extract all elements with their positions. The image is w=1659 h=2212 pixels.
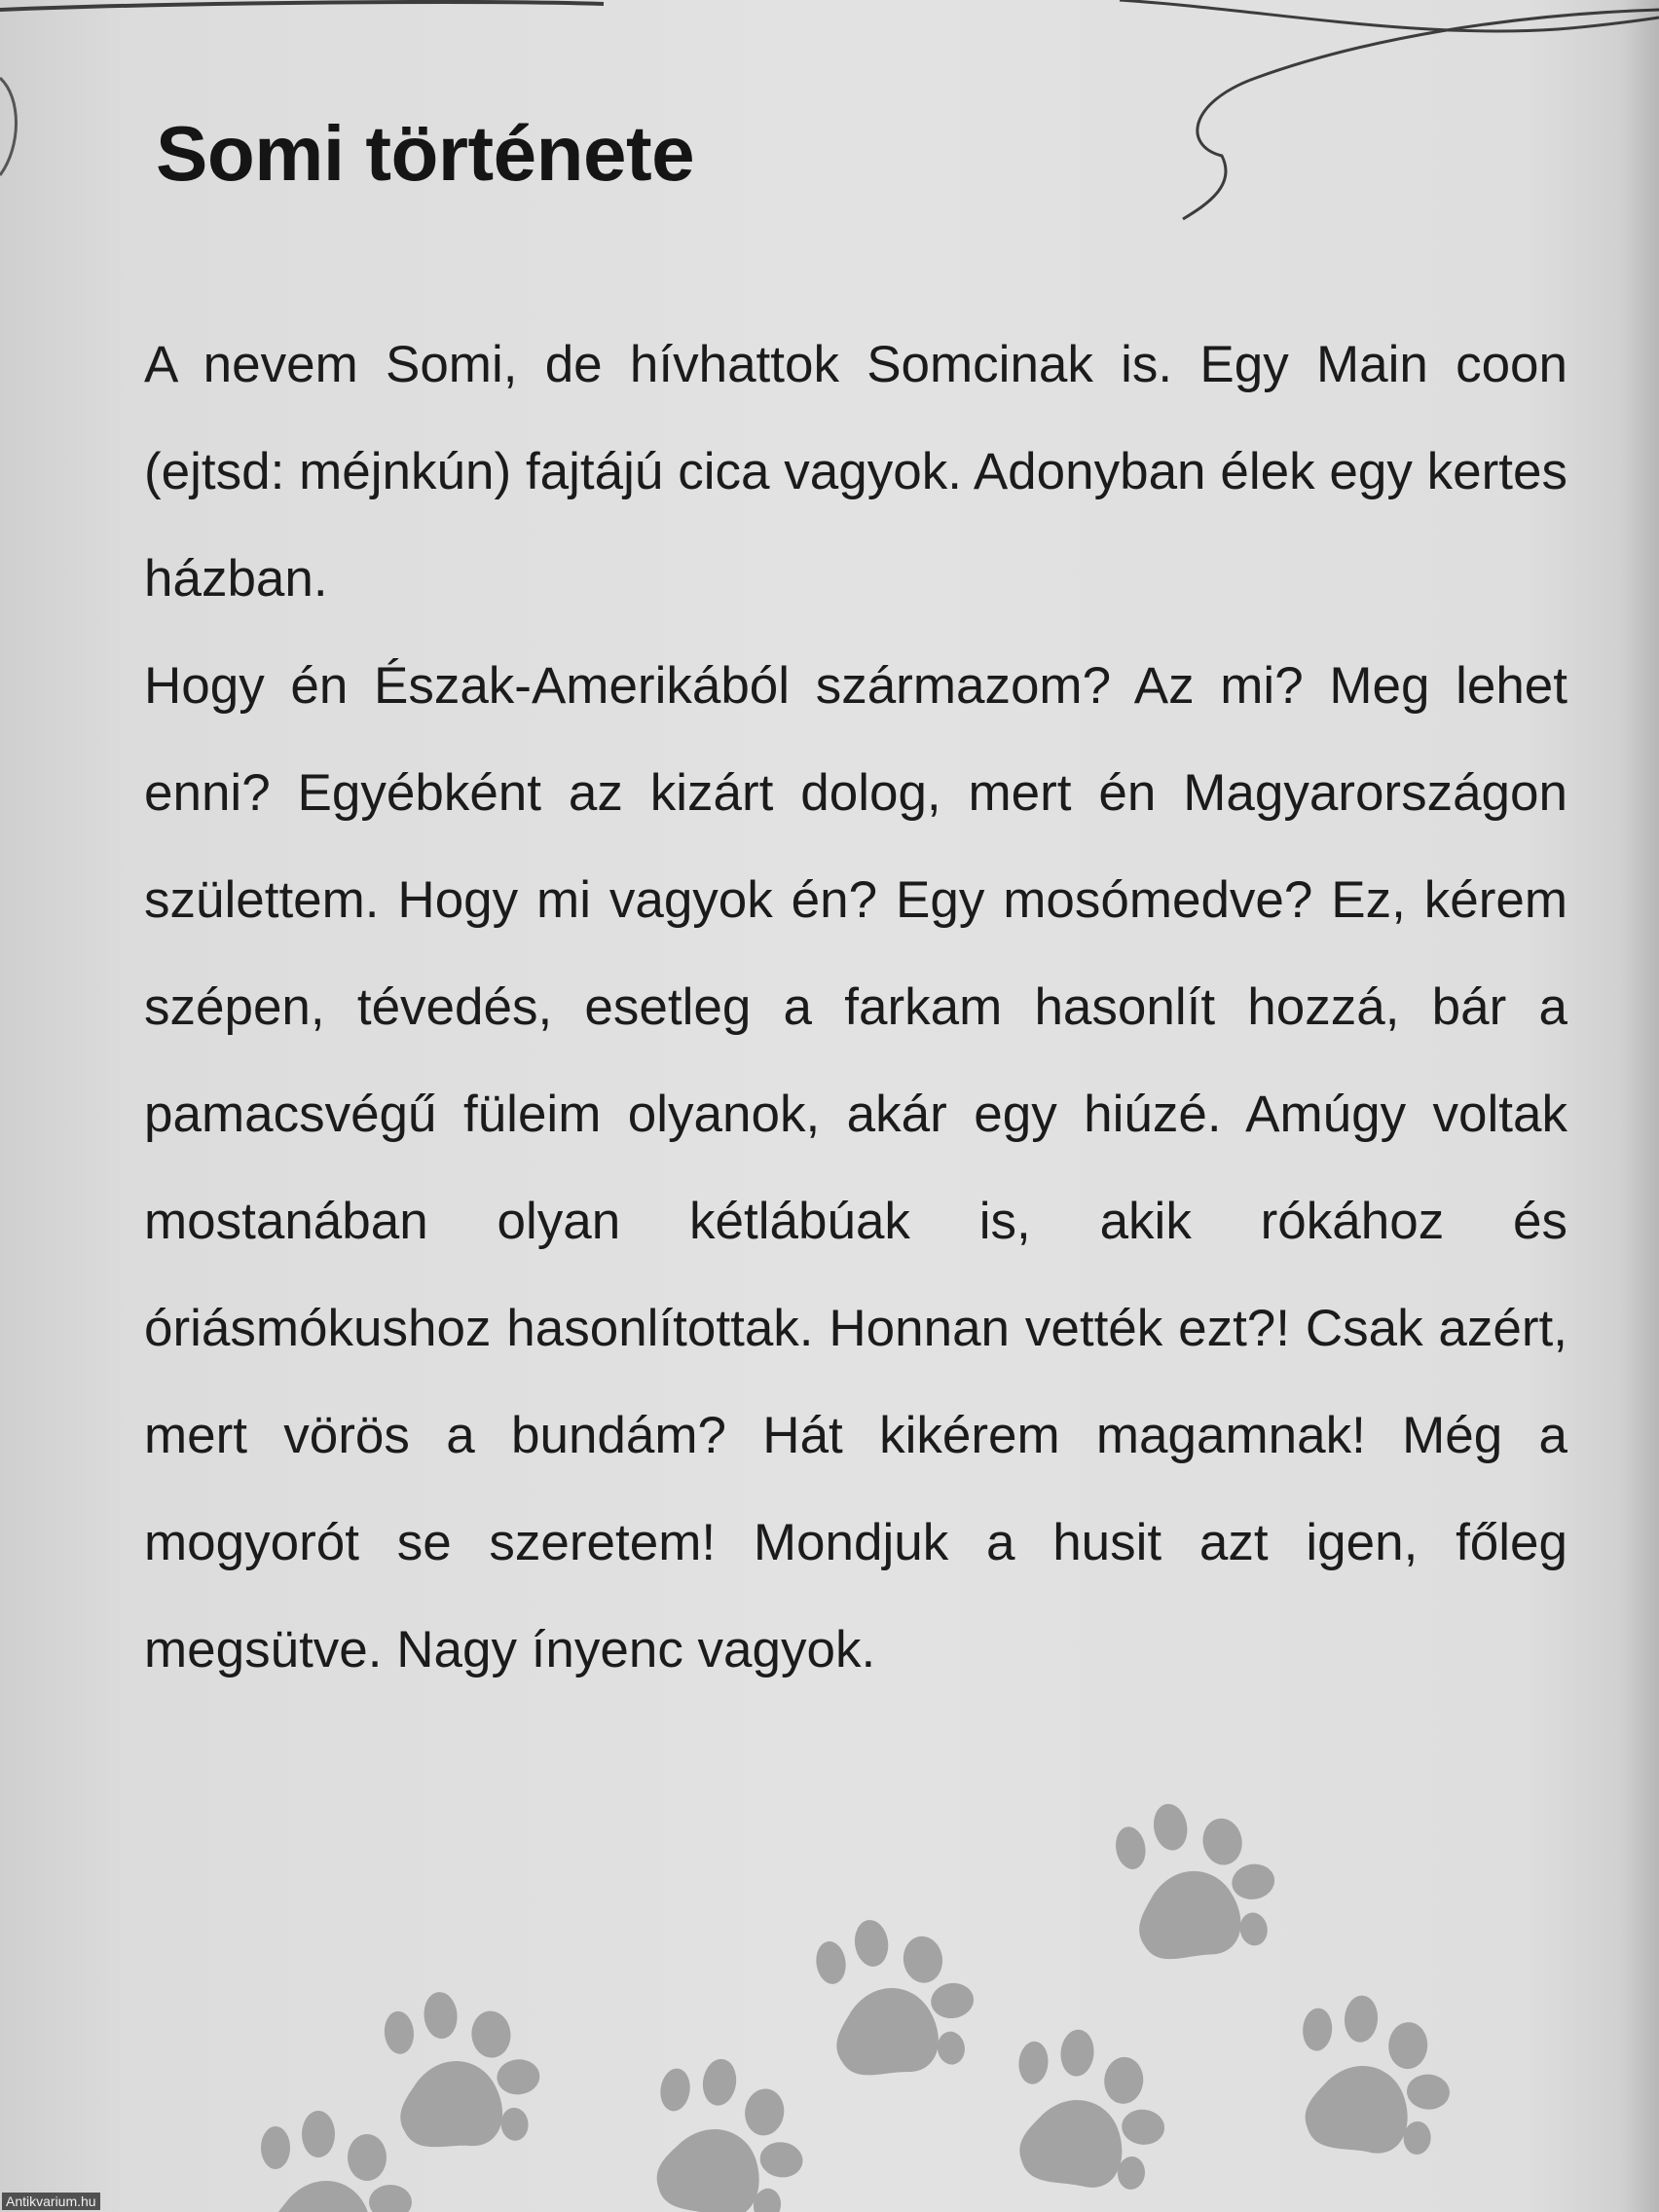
paw-print-icon [811, 1907, 982, 2083]
page-title: Somi története [156, 110, 695, 197]
paw-print-icon [1009, 2025, 1172, 2194]
paw-print-icon [382, 1984, 545, 2153]
story-paragraph-2: Hogy én Észak-Amerikából származom? Az mi? Meg lehet enni? Egyébként az kizárt dolog, mert én Magyarországon születtem. Hogy mi vagyok én? Egy mosómedve? Ez, kérem szépen, tévedés, esetleg a farkam hasonlít hozzá, bár a pamacsvégű füleim olyanok, akár egy hiúzé. Amúgy voltak mostanában olyan kétlábúak is, akik rókához és óriásmókushoz hasonlítottak. Honnan vették ezt?! Csak azért, mert vörös a bundám? Hát kikérem magamnak! Még a mogyorót se szeretem! Mondjuk a husit azt igen, főleg megsütve. Nagy ínyenc vagyok. [144, 657, 1567, 1678]
paw-print-icon [261, 2111, 412, 2212]
paw-print-icon [645, 2051, 816, 2212]
story-paragraph-1: A nevem Somi, de hívhattok Somcinak is. Egy Main coon (ejtsd: méjnkún) fajtájú cica vagyok. Adonyban élek egy kertes házban. [144, 336, 1567, 608]
paw-print-icon [1110, 1788, 1286, 1968]
watermark: Antikvarium.hu [2, 2193, 100, 2210]
paw-print-icon [1295, 1992, 1456, 2158]
